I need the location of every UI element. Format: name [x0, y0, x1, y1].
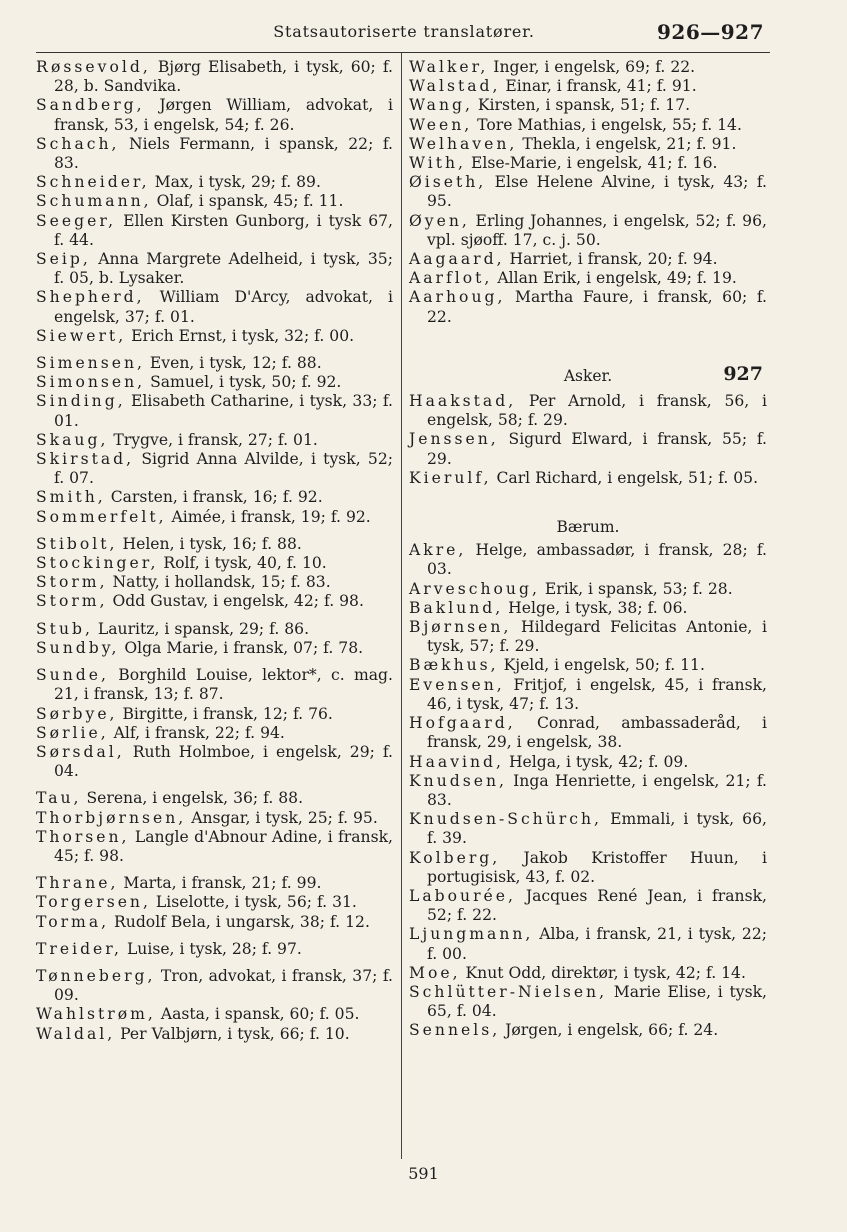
directory-entry: [409, 469, 767, 488]
asker-entries: [409, 392, 767, 488]
entry-surname: Torgersen,: [36, 893, 151, 912]
entry-surname: Sommerfelt,: [36, 507, 167, 526]
right-entries-top: [409, 58, 767, 327]
directory-entry: [409, 154, 767, 173]
entry-surname: Sørbye,: [36, 704, 118, 723]
entry-surname: Skirstad,: [36, 450, 135, 469]
entry-details: Per Arnold, i fransk, 56, i engelsk, 58; f. 29.: [427, 392, 767, 430]
entry-details: Fritjof, i engelsk, 45, i fransk, 46, i tysk, 47; f. 13.: [427, 675, 767, 713]
directory-entry: [409, 983, 767, 1021]
directory-entry: [409, 580, 767, 599]
entry-surname: Ween,: [409, 115, 473, 134]
entry-surname: Walstad,: [409, 77, 501, 96]
asker-heading: Asker.: [563, 366, 613, 385]
entry-details: Kjeld, i engelsk, 50; f. 11.: [498, 656, 705, 675]
entry-surname: Schlütter-Nielsen,: [409, 982, 608, 1001]
entry-surname: Øiseth,: [409, 173, 487, 192]
entry-surname: Akre,: [409, 541, 467, 560]
entry-surname: Wahlstrøm,: [36, 1005, 156, 1024]
entry-details: Lauritz, i spansk, 29; f. 86.: [92, 619, 310, 638]
entry-details: Trygve, i fransk, 27; f. 01.: [108, 430, 318, 449]
directory-entry: [409, 173, 767, 211]
entry-surname: With,: [409, 154, 467, 173]
directory-entry: [36, 488, 393, 507]
directory-entry: [409, 849, 767, 887]
entry-surname: Wang,: [409, 96, 473, 115]
entry-surname: Smith,: [36, 488, 106, 507]
directory-entry: [36, 327, 393, 346]
entry-details: Elisabeth Catharine, i tysk, 33; f. 01.: [54, 392, 393, 430]
entry-details: Per Valbjørn, i tysk, 66; f. 10.: [115, 1024, 350, 1043]
directory-entry: [36, 893, 393, 912]
entry-details: Borghild Louise, lektor*, c. mag. 21, i fransk, 13; f. 87.: [54, 666, 393, 704]
entry-details: Sigurd Elward, i fransk, 55; f. 29.: [427, 430, 767, 468]
directory-entry: [36, 913, 393, 932]
entry-surname: Skaug,: [36, 430, 109, 449]
column-divider: [401, 53, 402, 1159]
directory-entry: [409, 430, 767, 468]
directory-entry: [36, 620, 393, 639]
directory-entry: [409, 212, 767, 250]
entry-details: Jørgen, i engelsk, 66; f. 24.: [500, 1021, 719, 1040]
entry-details: William D'Arcy, advokat, i engelsk, 37; f. 01.: [54, 288, 393, 326]
entry-details: Jacques René Jean, i fransk, 52; f. 22.: [427, 886, 767, 925]
entry-surname: Moe,: [409, 963, 461, 982]
directory-entry: [36, 173, 393, 192]
entry-surname: Simonsen,: [36, 373, 146, 392]
directory-entry: [409, 392, 767, 430]
entry-details: Knut Odd, direktør, i tysk, 42; f. 14.: [460, 963, 746, 982]
entry-surname: Thorsen,: [36, 827, 130, 846]
page-range: 926—927: [657, 20, 764, 44]
entry-surname: Hofgaard,: [409, 714, 516, 733]
directory-entry: [409, 77, 767, 96]
entry-details: Erich Ernst, i tysk, 32; f. 00.: [126, 326, 355, 345]
entry-details: Aimée, i fransk, 19; f. 92.: [166, 507, 371, 526]
directory-entry: [36, 212, 393, 250]
directory-entry: [36, 250, 393, 288]
directory-entry: [36, 809, 393, 828]
entry-surname: Aarhoug,: [409, 288, 506, 307]
entry-surname: Knudsen-Schürch,: [409, 810, 602, 829]
entry-surname: Sunde,: [36, 666, 109, 685]
directory-entry: [409, 288, 767, 326]
entry-details: Carl Richard, i engelsk, 51; f. 05.: [491, 468, 759, 487]
entry-surname: Stockinger,: [36, 554, 159, 573]
page-header: [36, 20, 772, 50]
directory-entry: [36, 392, 393, 430]
entry-surname: Simensen,: [36, 354, 145, 373]
directory-entry: [409, 772, 767, 810]
entry-details: Kirsten, i spansk, 51; f. 17.: [472, 96, 691, 115]
entry-details: Langle d'Abnour Adine, i fransk, 45; f. 98.: [54, 827, 393, 865]
entry-details: Carsten, i fransk, 16; f. 92.: [105, 488, 323, 507]
entry-details: Martha Faure, i fransk, 60; f. 22.: [427, 288, 767, 326]
entry-details: Niels Fermann, i spansk, 22; f. 83.: [54, 134, 393, 173]
directory-entry: [36, 743, 393, 781]
entry-details: Aasta, i spansk, 60; f. 05.: [155, 1005, 360, 1024]
directory-entry: [36, 554, 393, 573]
entry-surname: Seeger,: [36, 211, 117, 230]
entry-details: Natty, i hollandsk, 15; f. 83.: [107, 573, 331, 592]
directory-entry: [409, 135, 767, 154]
entry-surname: Kolberg,: [409, 848, 501, 867]
directory-entry: [409, 269, 767, 288]
entry-details: Max, i tysk, 29; f. 89.: [149, 173, 321, 192]
directory-entry: [409, 925, 767, 963]
entry-surname: Schumann,: [36, 192, 152, 211]
entry-details: Marta, i fransk, 21; f. 99.: [118, 874, 322, 893]
entry-surname: Sandberg,: [36, 96, 145, 115]
directory-entry: [409, 541, 767, 579]
entry-details: Odd Gustav, i engelsk, 42; f. 98.: [107, 592, 364, 611]
entry-surname: Sundby,: [36, 638, 120, 657]
entry-surname: Jenssen,: [409, 430, 499, 449]
entry-details: Anna Margrete Adelheid, i tysk, 35; f. 05, b. Lysaker.: [54, 250, 393, 288]
entry-surname: Bækhus,: [409, 656, 499, 675]
entry-details: Thekla, i engelsk, 21; f. 91.: [517, 134, 737, 153]
section-heading-baerum: [409, 518, 767, 537]
directory-entry: [36, 96, 393, 134]
directory-entry: [409, 116, 767, 135]
entry-details: Jakob Kristoffer Huun, i portugisisk, 43, f. 02.: [427, 848, 767, 886]
entry-surname: Schach,: [36, 134, 120, 153]
entry-details: Emmali, i tysk, 66, f. 39.: [427, 810, 767, 848]
entry-details: Bjørg Elisabeth, i tysk, 60; f. 28, b. Sandvika.: [54, 58, 393, 96]
right-column: [409, 58, 767, 1041]
entry-details: Inger, i engelsk, 69; f. 22.: [488, 58, 696, 76]
entry-details: Harriet, i fransk, 20; f. 94.: [504, 250, 718, 269]
directory-entry: [409, 887, 767, 925]
entry-surname: Sørsdal,: [36, 742, 125, 761]
entry-details: Samuel, i tysk, 50; f. 92.: [145, 373, 342, 392]
entry-surname: Waldal,: [36, 1024, 116, 1043]
entry-surname: Bjørnsen,: [409, 618, 512, 637]
entry-surname: Shepherd,: [36, 288, 145, 307]
entry-surname: Aarflot,: [409, 269, 493, 288]
entry-surname: Stibolt,: [36, 534, 118, 553]
entry-surname: Schneider,: [36, 173, 150, 192]
entry-details: Tron, advokat, i fransk, 37; f. 09.: [54, 966, 393, 1005]
entry-surname: Treider,: [36, 939, 122, 958]
entry-surname: Baklund,: [409, 598, 504, 617]
section-heading-asker: [409, 362, 767, 386]
directory-entry: [36, 354, 393, 373]
entry-surname: Tau,: [36, 789, 82, 808]
entry-surname: Thorbjørnsen,: [36, 808, 187, 827]
directory-entry: [36, 828, 393, 866]
directory-entry: [36, 666, 393, 704]
directory-entry: [409, 676, 767, 714]
entry-surname: Torma,: [36, 912, 110, 931]
directory-entry: [36, 373, 393, 392]
entry-details: Rudolf Bela, i ungarsk, 38; f. 12.: [109, 912, 370, 931]
directory-entry: [409, 618, 767, 656]
entry-details: Ellen Kirsten Gunborg, i tysk 67, f. 44.: [54, 211, 393, 249]
entry-surname: Tønneberg,: [36, 966, 156, 985]
asker-number: 927: [723, 362, 763, 385]
entry-surname: Sørlie,: [36, 723, 109, 742]
entry-surname: Sennels,: [409, 1021, 501, 1040]
entry-details: Helge, i tysk, 38; f. 06.: [503, 598, 688, 617]
entry-details: Sigrid Anna Alvilde, i tysk, 52; f. 07.: [54, 450, 393, 488]
directory-entry: [36, 135, 393, 173]
baerum-heading: Bærum.: [556, 518, 620, 537]
directory-entry: [409, 58, 767, 77]
entry-details: Rolf, i tysk, 40, f. 10.: [158, 554, 327, 573]
directory-entry: [409, 599, 767, 618]
directory-entry: [36, 1025, 393, 1044]
entry-surname: Labourée,: [409, 886, 516, 905]
entry-details: Allan Erik, i engelsk, 49; f. 19.: [492, 269, 737, 288]
entry-details: Marie Elise, i tysk, 65, f. 04.: [427, 982, 767, 1021]
entry-details: Helge, ambassadør, i fransk, 28; f. 03.: [427, 541, 767, 579]
directory-entry: [36, 592, 393, 611]
entry-surname: Røssevold,: [36, 58, 151, 76]
directory-entry: [36, 535, 393, 554]
entry-details: Erik, i spansk, 53; f. 28.: [539, 579, 733, 598]
directory-entry: [409, 250, 767, 269]
directory-entry: [36, 450, 393, 488]
entry-details: Alba, i fransk, 21, i tysk, 22; f. 00.: [427, 925, 767, 963]
entry-details: Hildegard Felicitas Antonie, i tysk, 57; f. 29.: [427, 618, 767, 656]
entry-details: Helen, i tysk, 16; f. 88.: [117, 534, 302, 553]
directory-entry: [409, 810, 767, 848]
left-column: [36, 58, 393, 1044]
entry-surname: Øyen,: [409, 211, 470, 230]
directory-entry: [409, 656, 767, 675]
page-number: 591: [408, 1164, 439, 1183]
entry-details: Olaf, i spansk, 45; f. 11.: [151, 192, 344, 211]
entry-surname: Seip,: [36, 250, 91, 269]
entry-details: Conrad, ambassaderåd, i fransk, 29, i engelsk, 38.: [427, 714, 767, 752]
entry-surname: Arveschoug,: [409, 579, 540, 598]
directory-entry: [409, 1021, 767, 1040]
entry-details: Olga Marie, i fransk, 07; f. 78.: [119, 638, 364, 657]
entry-details: Even, i tysk, 12; f. 88.: [144, 354, 322, 373]
entry-surname: Siewert,: [36, 326, 127, 345]
entry-surname: Walker,: [409, 58, 489, 76]
header-rule: [36, 52, 770, 53]
directory-entry: [36, 789, 393, 808]
directory-entry: [36, 874, 393, 893]
directory-entry: [409, 753, 767, 772]
entry-surname: Ljungmann,: [409, 925, 534, 944]
entry-details: Ruth Holmboe, i engelsk, 29; f. 04.: [54, 742, 393, 781]
entry-surname: Knudsen,: [409, 771, 507, 790]
entry-surname: Aagaard,: [409, 250, 505, 269]
entry-details: Helga, i tysk, 42; f. 09.: [503, 752, 689, 771]
entry-details: Einar, i fransk, 41; f. 91.: [500, 77, 697, 96]
directory-entry: [409, 96, 767, 115]
directory-entry: [36, 288, 393, 326]
entry-details: Inga Henriette, i engelsk, 21; f. 83.: [427, 771, 767, 809]
entry-details: Jørgen William, advokat, i fransk, 53, i engelsk, 54; f. 26.: [54, 96, 393, 134]
directory-entry: [36, 940, 393, 959]
entry-details: Ansgar, i tysk, 25; f. 95.: [186, 808, 378, 827]
baerum-entries: [409, 541, 767, 1040]
directory-entry: [36, 705, 393, 724]
entry-surname: Storm,: [36, 573, 108, 592]
running-title: Statsautoriserte translatører.: [273, 22, 535, 41]
directory-entry: [36, 967, 393, 1005]
directory-entry: [36, 724, 393, 743]
entry-details: Alf, i fransk, 22; f. 94.: [108, 723, 285, 742]
directory-entry: [36, 431, 393, 450]
entry-details: Birgitte, i fransk, 12; f. 76.: [117, 704, 333, 723]
entry-surname: Sinding,: [36, 392, 126, 411]
entry-details: Else-Marie, i engelsk, 41; f. 16.: [466, 154, 718, 173]
directory-entry: [409, 714, 767, 752]
directory-entry: [36, 573, 393, 592]
entry-surname: Thrane,: [36, 874, 119, 893]
entry-details: Else Helene Alvine, i tysk, 43; f. 95.: [427, 173, 767, 211]
directory-entry: [36, 639, 393, 658]
entry-surname: Haavind,: [409, 752, 504, 771]
entry-details: Erling Johannes, i engelsk, 52; f. 96, vpl. sjøoff. 17, c. j. 50.: [427, 211, 767, 249]
entry-surname: Evensen,: [409, 675, 505, 694]
directory-entry: [409, 964, 767, 983]
directory-entry: [36, 508, 393, 527]
entry-details: Liselotte, i tysk, 56; f. 31.: [150, 893, 357, 912]
entry-surname: Stub,: [36, 619, 93, 638]
directory-entry: [36, 1005, 393, 1024]
entry-surname: Storm,: [36, 592, 108, 611]
entry-surname: Kierulf,: [409, 468, 492, 487]
entry-details: Tore Mathias, i engelsk, 55; f. 14.: [472, 115, 742, 134]
directory-entry: [36, 58, 393, 96]
entry-surname: Haakstad,: [409, 392, 517, 411]
entry-details: Luise, i tysk, 28; f. 97.: [121, 939, 302, 958]
directory-entry: [36, 192, 393, 211]
entry-surname: Welhaven,: [409, 134, 518, 153]
entry-details: Serena, i engelsk, 36; f. 88.: [81, 789, 304, 808]
